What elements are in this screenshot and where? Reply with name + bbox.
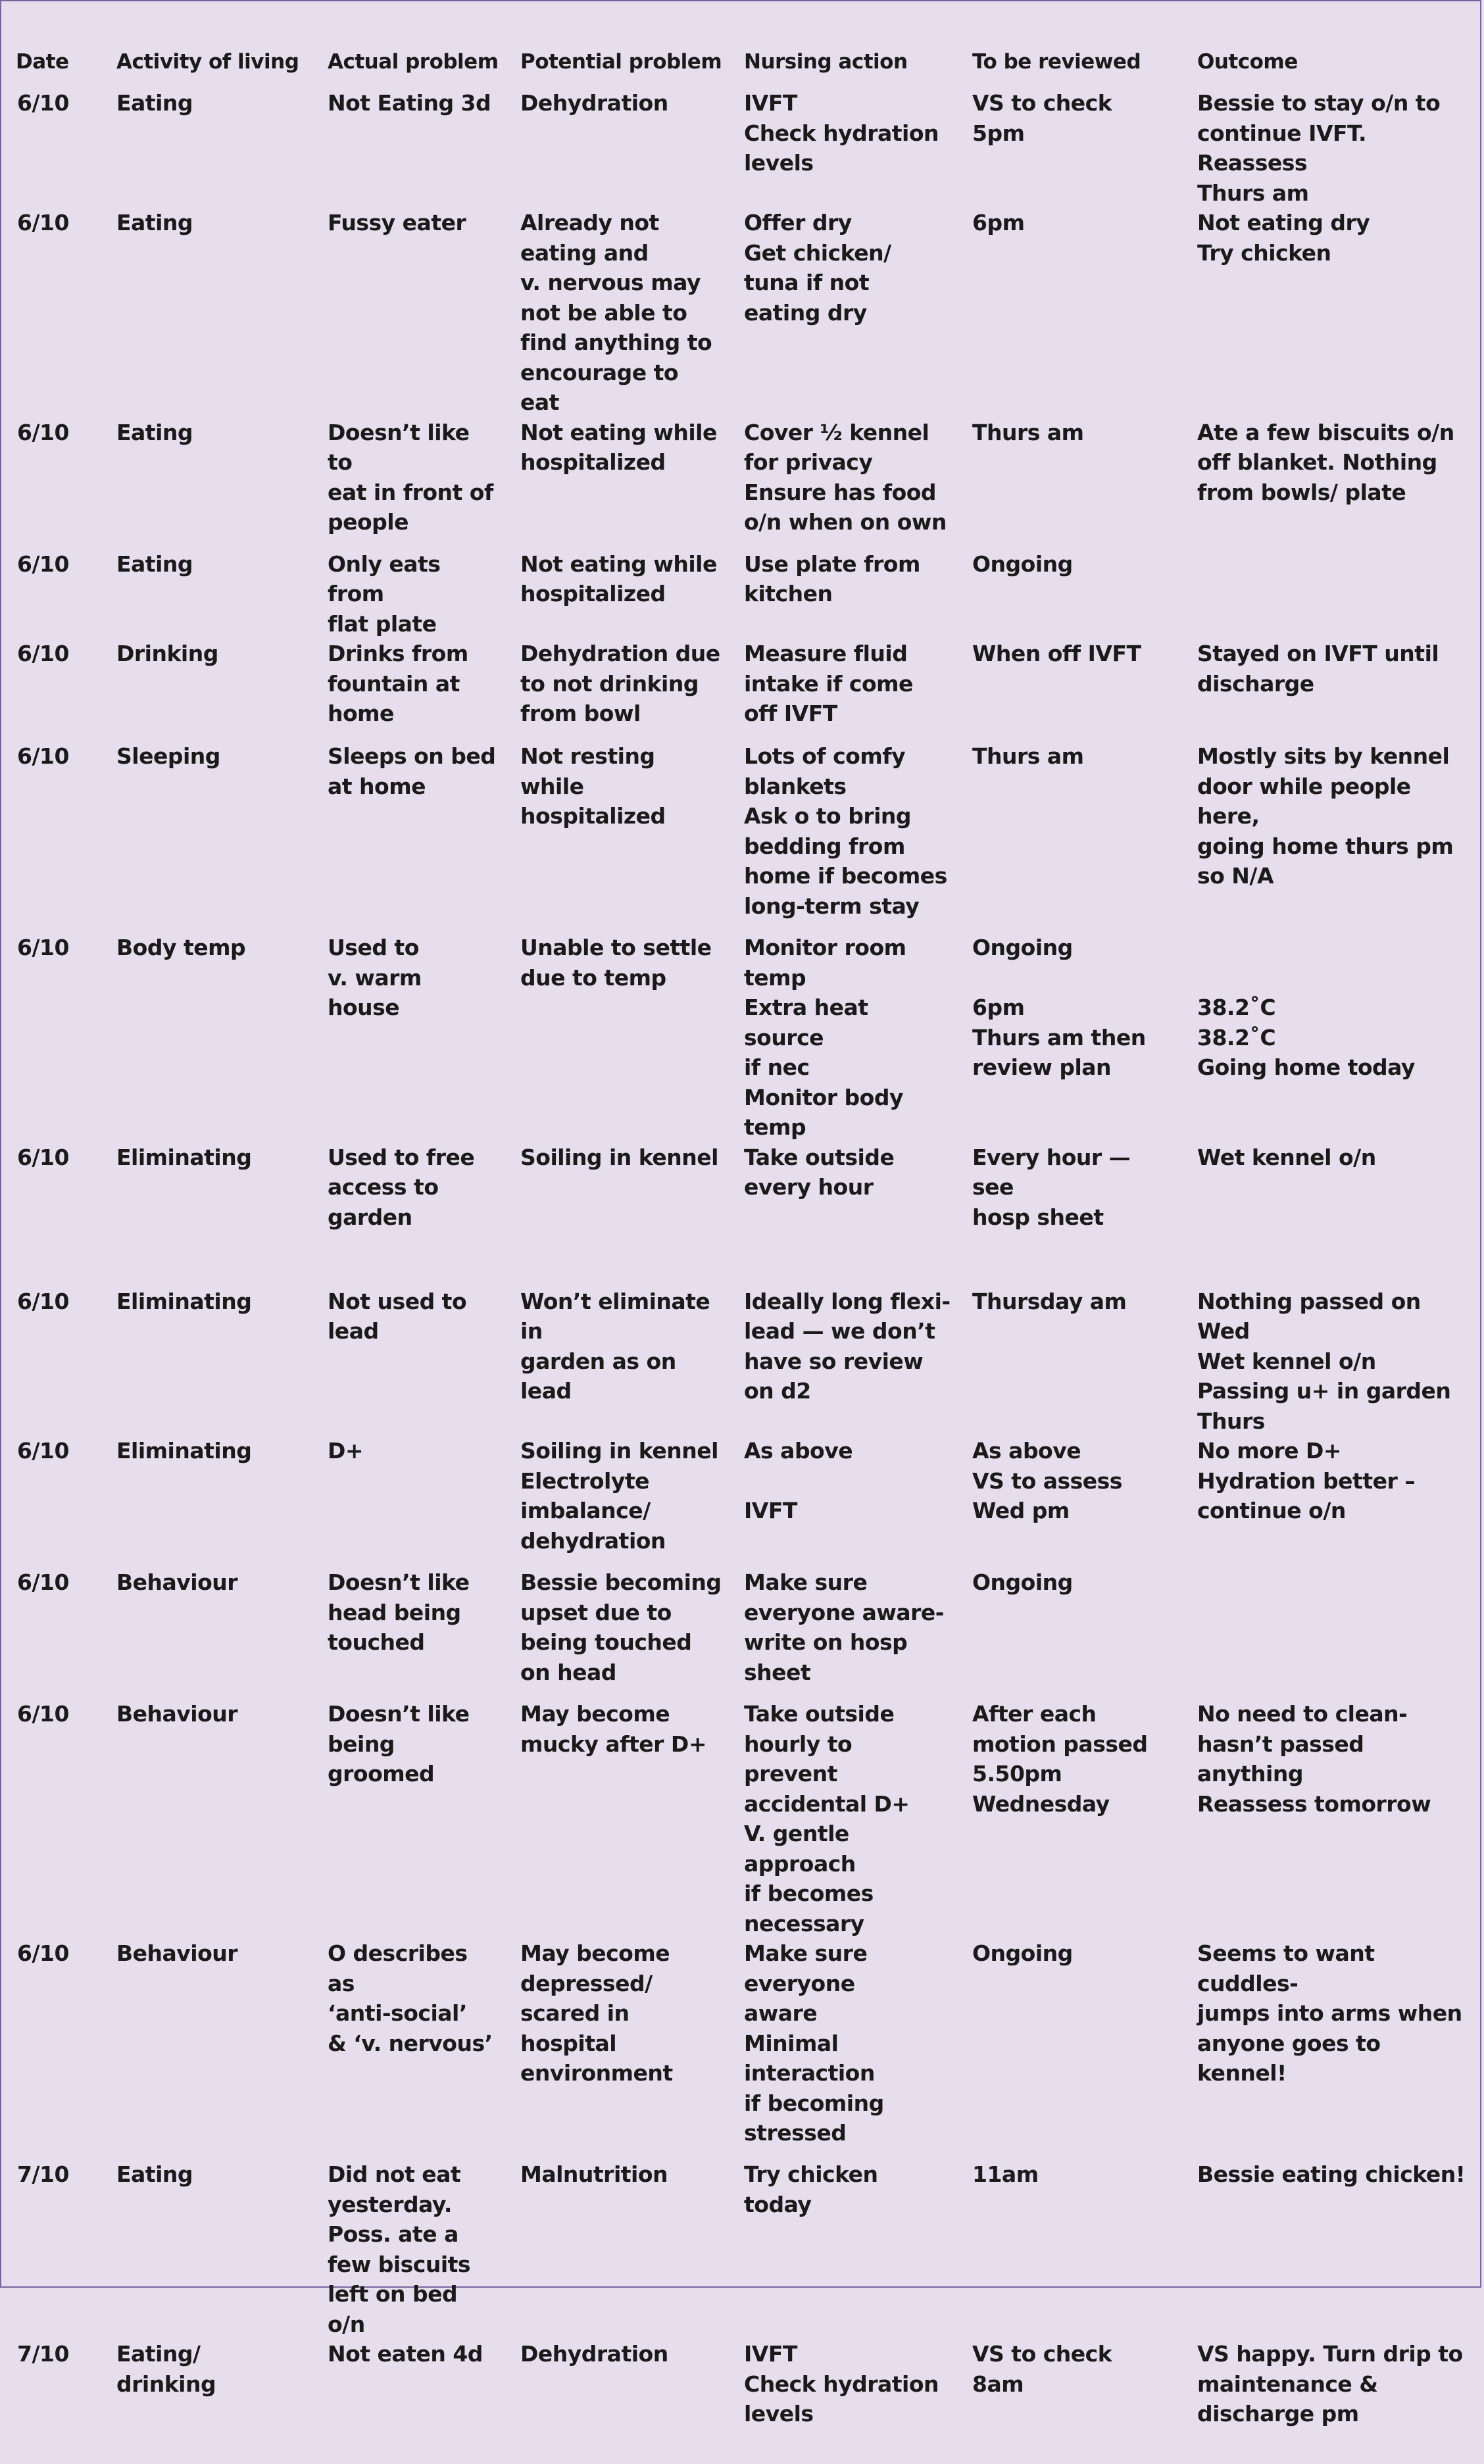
outcome-cell: No need to clean- hasn’t passed anything Reassess tomorrow	[1197, 1701, 1431, 1817]
activity-cell: Eliminating	[116, 1438, 252, 1464]
activity-cell: Eating	[116, 90, 193, 116]
table-row	[0, 1287, 1481, 1437]
potential-problem-cell: May become mucky after D+	[520, 1701, 706, 1757]
outcome-cell	[1181, 549, 1481, 639]
table-row	[0, 208, 1481, 418]
review-cell: Ongoing 6pm Thurs am then review plan	[972, 935, 1146, 1080]
table-row	[0, 1567, 1481, 1699]
outcome-cell: Stayed on IVFT until discharge	[1197, 641, 1439, 697]
outcome-cell: No more D+ Hydration better – continue o/n	[1197, 1438, 1416, 1523]
nursing-action-cell: Make sure everyone aware Minimal interaction if becoming stressed	[744, 1940, 884, 2146]
date-cell: 6/10	[17, 1144, 69, 1170]
activity-cell: Sleeping	[116, 743, 220, 769]
outcome-cell: Wet kennel o/n	[1197, 1144, 1376, 1170]
potential-problem-cell: Already not eating and v. nervous may not be able to find anything to encourage to eat	[520, 210, 712, 415]
table-row	[0, 1436, 1481, 1567]
actual-problem-cell: Doesn’t like head being touched	[328, 1569, 470, 1655]
review-cell: Thurs am	[972, 743, 1084, 769]
date-cell: 6/10	[17, 641, 69, 666]
date-cell: 6/10	[17, 1569, 69, 1595]
table-row	[0, 2159, 1481, 2339]
activity-cell: Behaviour	[116, 1940, 238, 1966]
header-nursing-action: Nursing action	[744, 50, 908, 74]
activity-cell: Eating	[116, 419, 193, 445]
nursing-action-cell: Try chicken today	[744, 2161, 878, 2217]
header-to-be-reviewed: To be reviewed	[972, 50, 1141, 74]
header-date: Date	[16, 50, 69, 74]
header-actual-problem: Actual problem	[328, 50, 499, 74]
review-cell: Ongoing	[972, 551, 1073, 577]
outcome-cell: Bessie to stay o/n to continue IVFT. Reassess Thurs am	[1197, 90, 1441, 206]
review-cell: VS to check 8am	[972, 2341, 1112, 2397]
review-cell: Ongoing	[972, 1569, 1073, 1595]
activity-cell: Eliminating	[116, 1144, 252, 1170]
nursing-action-cell: Offer dry Get chicken/ tuna if not eating dry	[744, 210, 891, 326]
outcome-cell: Mostly sits by kennel door while people here, going home thurs pm so N/A	[1197, 743, 1454, 889]
review-cell: As above VS to assess Wed pm	[972, 1438, 1122, 1523]
nursing-action-cell: Monitor room temp Extra heat source if nec Monitor body temp	[744, 935, 906, 1140]
review-cell: 11am	[972, 2161, 1039, 2187]
table-row	[0, 639, 1481, 741]
activity-cell: Eliminating	[116, 1288, 252, 1314]
date-cell: 6/10	[17, 210, 69, 235]
table-row	[0, 88, 1481, 208]
activity-cell: Body temp	[116, 935, 246, 960]
nursing-action-cell: Cover ½ kennel for privacy Ensure has food o/n when on own	[744, 419, 947, 535]
actual-problem-cell: Not used to lead	[328, 1288, 467, 1344]
actual-problem-cell: Not Eating 3d	[328, 90, 491, 116]
date-cell: 6/10	[17, 1701, 69, 1727]
nursing-action-cell: Make sure everyone aware- write on hosp sheet	[744, 1569, 944, 1685]
actual-problem-cell: Doesn’t like being groomed	[328, 1701, 470, 1786]
potential-problem-cell: Not eating while hospitalized	[520, 551, 717, 606]
nursing-action-cell: Measure fluid intake if come off IVFT	[744, 641, 913, 726]
table-row	[0, 418, 1481, 549]
potential-problem-cell: Dehydration	[520, 90, 668, 116]
date-cell: 6/10	[17, 419, 69, 445]
potential-problem-cell: Dehydration	[520, 2341, 668, 2367]
actual-problem-cell: O describes as ‘anti-social’ & ‘v. nervous’	[328, 1940, 493, 2056]
potential-problem-cell: Dehydration due to not drinking from bowl	[520, 641, 720, 726]
date-cell: 6/10	[17, 1288, 69, 1314]
outcome-cell: Ate a few biscuits o/n off blanket. Nothing from bowls/ plate	[1197, 419, 1454, 505]
review-cell: VS to check 5pm	[972, 90, 1112, 146]
actual-problem-cell: Not eaten 4d	[328, 2341, 483, 2367]
review-cell: Thurs am	[972, 419, 1084, 445]
activity-cell: Eating	[116, 210, 193, 235]
outcome-cell: 38.2˚C 38.2˚C Going home today	[1197, 995, 1415, 1080]
date-cell: 6/10	[17, 551, 69, 577]
nursing-action-cell: IVFT Check hydration levels	[744, 2341, 939, 2427]
date-cell: 6/10	[17, 1438, 69, 1464]
actual-problem-cell: Did not eat yesterday. Poss. ate a few biscuits left on bed o/n	[328, 2161, 471, 2337]
potential-problem-cell: Won’t eliminate in garden as on lead	[520, 1288, 710, 1404]
potential-problem-cell: Not eating while hospitalized	[520, 419, 717, 475]
date-cell: 6/10	[17, 1940, 69, 1966]
review-cell: When off IVFT	[972, 641, 1141, 666]
table-row	[0, 1938, 1481, 2159]
outcome-cell	[1181, 1567, 1481, 1699]
outcome-cell: Seems to want cuddles- jumps into arms when anyone goes to kennel!	[1197, 1940, 1462, 2086]
activity-cell: Drinking	[116, 641, 218, 666]
potential-problem-cell: Unable to settle due to temp	[520, 935, 712, 991]
potential-problem-cell: Soiling in kennel	[520, 1144, 718, 1170]
header-row	[0, 0, 1481, 88]
potential-problem-cell: Malnutrition	[520, 2161, 668, 2187]
date-cell: 6/10	[17, 935, 69, 960]
potential-problem-cell: Not resting while hospitalized	[520, 743, 666, 829]
table-row	[0, 1699, 1481, 1938]
table-row	[0, 933, 1481, 1143]
table-row	[0, 549, 1481, 639]
date-cell: 6/10	[17, 90, 69, 116]
nursing-action-cell: Ideally long flexi- lead — we don’t have so review on d2	[744, 1288, 951, 1404]
table-row	[0, 2339, 1481, 2464]
review-cell: After each motion passed 5.50pm Wednesday	[972, 1701, 1148, 1817]
actual-problem-cell: Doesn’t like to eat in front of people	[328, 419, 493, 535]
activity-cell: Behaviour	[116, 1701, 238, 1727]
date-cell: 7/10	[17, 2341, 69, 2367]
actual-problem-cell: D+	[328, 1438, 364, 1464]
actual-problem-cell: Fussy eater	[328, 210, 466, 235]
potential-problem-cell: Soiling in kennel Electrolyte imbalance/ dehydration	[520, 1438, 718, 1554]
potential-problem-cell: Bessie becoming upset due to being touched on head	[520, 1569, 722, 1685]
potential-problem-cell: May become depressed/ scared in hospital environment	[520, 1940, 673, 2086]
activity-cell: Eating/ drinking	[116, 2341, 216, 2397]
actual-problem-cell: Sleeps on bed at home	[328, 743, 496, 799]
header-activity-of-living: Activity of living	[116, 50, 299, 74]
nursing-action-cell: Use plate from kitchen	[744, 551, 920, 606]
actual-problem-cell: Drinks from fountain at home	[328, 641, 468, 726]
actual-problem-cell: Only eats from flat plate	[328, 551, 441, 637]
outcome-cell: Bessie eating chicken!	[1197, 2161, 1466, 2187]
review-cell: Every hour — see hosp sheet	[972, 1144, 1131, 1230]
actual-problem-cell: Used to v. warm house	[328, 935, 422, 1020]
nursing-action-cell: Take outside every hour	[744, 1144, 895, 1200]
header-potential-problem: Potential problem	[520, 50, 722, 74]
nursing-action-cell: IVFT Check hydration levels	[744, 90, 939, 176]
nursing-action-cell: Take outside hourly to prevent accidental D+ V. gentle approach if becomes necessary	[744, 1701, 910, 1936]
outcome-cell: VS happy. Turn drip to maintenance & discharge pm	[1197, 2341, 1463, 2427]
nursing-action-cell: As above IVFT	[744, 1438, 853, 1523]
nursing-action-cell: Lots of comfy blankets Ask o to bring bedding from home if becomes long-term stay	[744, 743, 947, 919]
activity-cell: Eating	[116, 2161, 193, 2187]
review-cell: Ongoing	[972, 1940, 1073, 1966]
table-row	[0, 741, 1481, 933]
outcome-cell: Not eating dry Try chicken	[1197, 210, 1370, 266]
activity-cell: Eating	[116, 551, 193, 577]
outcome-cell: Nothing passed on Wed Wet kennel o/n Passing u+ in garden Thurs	[1197, 1288, 1451, 1434]
review-cell: Thursday am	[972, 1288, 1127, 1314]
header-outcome: Outcome	[1197, 50, 1298, 74]
date-cell: 7/10	[17, 2161, 69, 2187]
actual-problem-cell: Used to free access to garden	[328, 1144, 475, 1230]
date-cell: 6/10	[17, 743, 69, 769]
activity-cell: Behaviour	[116, 1569, 238, 1595]
review-cell: 6pm	[972, 210, 1025, 235]
table-row	[0, 1143, 1481, 1287]
